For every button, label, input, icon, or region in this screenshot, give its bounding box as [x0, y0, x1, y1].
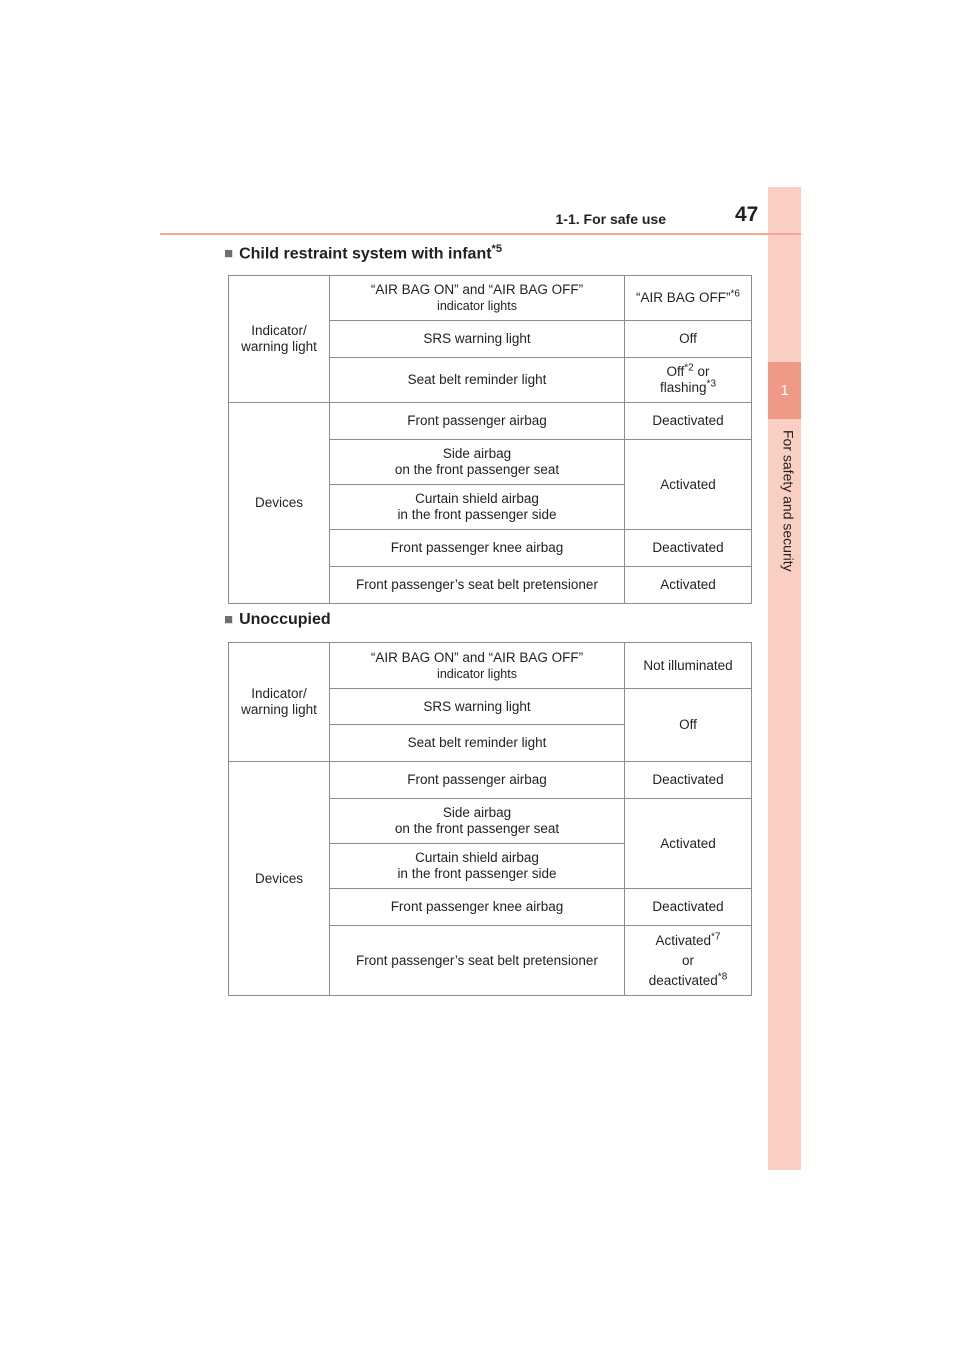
airbag-lights-value-cell [625, 276, 752, 321]
devices-label: Devices [229, 403, 330, 604]
side-tab-chapter-number: 1 [768, 362, 801, 419]
footnote-marker: *7 [711, 931, 721, 942]
indicator-warning-light-cell [229, 276, 330, 403]
airbag-lights-label: “AIR BAG ON” and “AIR BAG OFF” [370, 649, 584, 665]
curtain-airbag-cell [330, 844, 625, 889]
section-heading-child-restraint [224, 243, 502, 263]
curtain-airbag-sub: in the front passenger side [397, 507, 557, 522]
airbag-lights-value: “AIR BAG OFF” [636, 290, 731, 305]
header-rule [160, 233, 801, 235]
footnote-marker: *2 [684, 362, 694, 374]
srs-warning-light-label: SRS warning light [330, 321, 625, 358]
footnote-marker: *6 [730, 288, 740, 300]
indicator-warning-light-cell [229, 643, 330, 762]
front-passenger-airbag-value: Deactivated [625, 762, 752, 799]
indicator-warning-light-label: Indicator/ warning light [241, 323, 317, 354]
pretensioner-value-cell [625, 926, 752, 996]
side-tab-strip [768, 187, 801, 1170]
seat-belt-reminder-label: Seat belt reminder light [330, 358, 625, 403]
srs-warning-light-value: Off [625, 321, 752, 358]
seat-belt-reminder-value-cell [625, 358, 752, 403]
footnote-marker: *3 [706, 378, 716, 390]
knee-airbag-value: Deactivated [625, 889, 752, 926]
heading-footnote: *5 [491, 243, 502, 255]
square-bullet-icon: ■ [224, 611, 234, 628]
front-passenger-airbag-value: Deactivated [625, 403, 752, 440]
airbag-lights-label: “AIR BAG ON” and “AIR BAG OFF” [370, 282, 584, 297]
seat-belt-value-off: Off [666, 364, 685, 379]
side-airbag-label: Side airbag [442, 446, 512, 461]
table-row [229, 403, 752, 440]
indicator-warning-light-label: Indicator/ warning light [241, 686, 317, 717]
srs-seatbelt-value: Off [625, 689, 752, 762]
square-bullet-icon: ■ [224, 245, 234, 263]
table-row [229, 276, 752, 321]
pretensioner-value: Activated [625, 567, 752, 604]
table-row [229, 762, 752, 799]
section-heading-text: Unoccupied [239, 611, 331, 628]
airbag-lights-cell [330, 643, 625, 689]
pretensioner-value-deactivated: deactivated [648, 972, 718, 988]
front-passenger-airbag-label: Front passenger airbag [330, 403, 625, 440]
curtain-airbag-label: Curtain shield airbag [415, 491, 539, 506]
section-heading-unoccupied [224, 611, 331, 629]
side-airbag-sub: on the front passenger seat [394, 462, 560, 477]
pretensioner-value-or: or [681, 952, 694, 968]
side-tab-title: For safety and security [780, 430, 797, 572]
knee-airbag-label: Front passenger knee airbag [330, 530, 625, 567]
page-number: 47 [735, 203, 759, 226]
footnote-marker: *8 [717, 971, 728, 982]
table-unoccupied [228, 642, 752, 996]
pretensioner-value-activated: Activated [655, 932, 712, 948]
table-child-restraint [228, 275, 752, 604]
front-passenger-airbag-label: Front passenger airbag [330, 762, 625, 799]
airbag-lights-value: Not illuminated [625, 643, 752, 689]
knee-airbag-value: Deactivated [625, 530, 752, 567]
side-airbag-cell [330, 799, 625, 844]
side-airbag-cell [330, 440, 625, 485]
side-curtain-value: Activated [625, 440, 752, 530]
curtain-airbag-label: Curtain shield airbag [415, 850, 539, 865]
srs-warning-light-label: SRS warning light [330, 689, 625, 725]
pretensioner-label: Front passenger’s seat belt pretensioner [330, 567, 625, 604]
seat-belt-value-or: or [693, 364, 710, 379]
seat-belt-reminder-label: Seat belt reminder light [330, 725, 625, 762]
airbag-lights-sub: indicator lights [437, 666, 517, 681]
curtain-airbag-cell [330, 485, 625, 530]
pretensioner-label: Front passenger’s seat belt pretensioner [330, 926, 625, 996]
side-airbag-label: Side airbag [442, 805, 512, 820]
side-airbag-sub: on the front passenger seat [394, 821, 560, 836]
knee-airbag-label: Front passenger knee airbag [330, 889, 625, 926]
header-section-title: 1-1. For safe use [555, 211, 666, 227]
curtain-airbag-sub: in the front passenger side [397, 866, 557, 881]
airbag-lights-cell [330, 276, 625, 321]
table-row [229, 643, 752, 689]
section-heading-text: Child restraint system with infant [239, 245, 492, 263]
side-curtain-value: Activated [625, 799, 752, 889]
airbag-lights-sub: indicator lights [437, 299, 517, 313]
seat-belt-value-flashing: flashing [660, 380, 707, 395]
devices-label: Devices [229, 762, 330, 996]
